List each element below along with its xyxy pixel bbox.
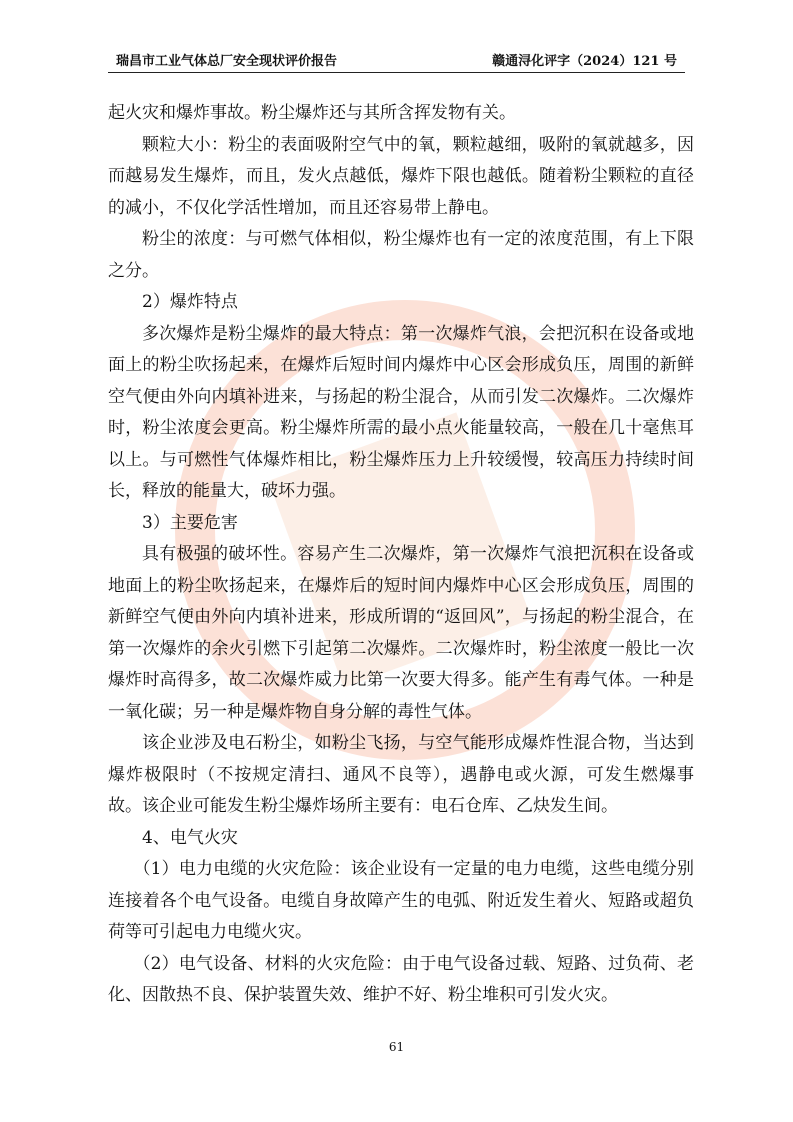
page-header — [108, 52, 685, 73]
paragraph-cable-fire: （1）电力电缆的火灾危险：该企业设有一定量的电力电缆，这些电缆分别连接着各个电气设备。电缆自身故障产生的电弧、附近发生着火、短路或超负荷等可引起电力电缆火灾。 — [108, 859, 694, 942]
paragraph-calcium-carbide-dust: 该企业涉及电石粉尘，如粉尘飞扬，与空气能形成爆炸性混合物，当达到爆炸极限时（不按规定清扫、通风不良等），遇静电或火源，可发生燃爆事故。该企业可能发生粉尘爆炸场所主要有：电石仓库、乙炔发生间。 — [108, 733, 694, 816]
heading-electrical-fire: 4、电气火灾 — [142, 827, 238, 848]
body-text — [108, 98, 694, 1012]
heading-explosion-features: 2）爆炸特点 — [142, 292, 238, 312]
paragraph-equipment-fire: （2）电气设备、材料的火灾危险：由于电气设备过载、短路、过负荷、老化、因散热不良、保护装置失效、维护不好、粉尘堆积可引发火灾。 — [108, 953, 694, 1005]
header-report-title: 瑞昌市工业气体总厂安全现状评价报告 — [116, 54, 338, 69]
paragraph-dust-concentration: 粉尘的浓度：与可燃气体相似，粉尘爆炸也有一定的浓度范围，有上下限之分。 — [108, 229, 694, 281]
paragraph-particle-size: 颗粒大小：粉尘的表面吸附空气中的氧，颗粒越细，吸附的氧就越多，因而越易发生爆炸，而且，发火点越低，爆炸下限也越低。随着粉尘颗粒的直径的减小，不仅化学活性增加，而且还容易带上静电。 — [108, 134, 694, 218]
paragraph-multiple-explosions: 多次爆炸是粉尘爆炸的最大特点：第一次爆炸气浪，会把沉积在设备或地面上的粉尘吹扬起来，在爆炸后短时间内爆炸中心区会形成负压，周围的新鲜空气便由外向内填补进来，与扬起的粉尘混合，从而引发二次爆炸。二次爆炸时，粉尘浓度会更高。粉尘爆炸所需的最小点火能量较高，一般在几十毫焦耳以上。与可燃性气体爆炸相比，粉尘爆炸压力上升较缓慢，较高压力持续时间长，释放的能量大，破坏力强。 — [108, 323, 694, 501]
heading-main-hazards: 3）主要危害 — [142, 512, 238, 533]
paragraph-destructive: 具有极强的破坏性。容易产生二次爆炸，第一次爆炸气浪把沉积在设备或地面上的粉尘吹扬起来，在爆炸后的短时间内爆炸中心区会形成负压，周围的新鲜空气便由外向内填补进来，形成所谓的“返回风”，与扬起的粉尘混合，在第一次爆炸的余火引燃下引起第二次爆炸。二次爆炸时，粉尘浓度一般比一次爆炸时高得多，故二次爆炸威力比第一次要大得多。能产生有毒气体。一种是一氧化碳；另一种是爆炸物自身分解的毒性气体。 — [108, 544, 694, 722]
page-number: 61 — [388, 1040, 405, 1054]
header-report-number: 赣通浔化评字（2024）121 号 — [492, 54, 677, 69]
paragraph-continuation: 起火灾和爆炸事故。粉尘爆炸还与其所含挥发物有关。 — [108, 103, 516, 123]
